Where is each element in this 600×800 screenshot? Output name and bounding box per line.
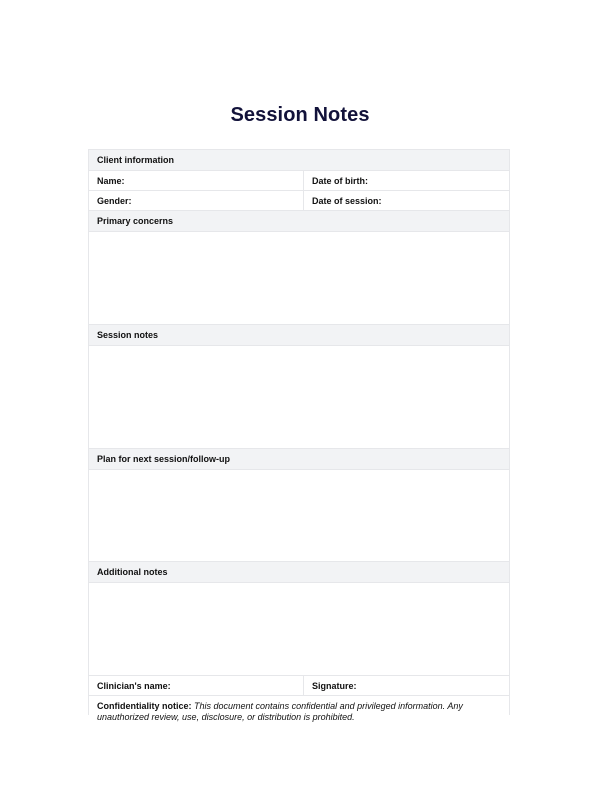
confidentiality-notice	[89, 696, 509, 722]
date-of-session-label: Date of session:	[312, 195, 382, 206]
primary-concerns-area[interactable]	[89, 232, 509, 325]
gender-field[interactable]	[89, 191, 304, 210]
session-notes-label: Session notes	[97, 330, 159, 340]
session-notes-area[interactable]	[89, 346, 509, 449]
date-of-birth-label: Date of birth:	[312, 175, 368, 186]
clinician-signature-row	[89, 676, 509, 696]
additional-notes-header	[89, 562, 509, 583]
plan-header	[89, 449, 509, 470]
plan-area[interactable]	[89, 470, 509, 562]
clinician-name-label: Clinician's name:	[97, 680, 171, 691]
date-of-session-field[interactable]	[304, 191, 509, 210]
additional-notes-area[interactable]	[89, 583, 509, 676]
confidentiality-notice-body: This document contains confidential and privileged information. Any unauthorized review, use, disclosure, or distribution is prohibited.	[97, 701, 463, 722]
clinician-name-field[interactable]	[89, 676, 304, 695]
primary-concerns-header	[89, 211, 509, 232]
date-of-birth-field[interactable]	[304, 171, 509, 190]
client-information-header	[89, 150, 509, 171]
client-information-label: Client information	[97, 155, 174, 165]
session-notes-form	[88, 149, 510, 722]
signature-label: Signature:	[312, 680, 357, 691]
plan-label: Plan for next session/follow-up	[97, 454, 231, 464]
page-title: Session Notes	[230, 104, 370, 126]
primary-concerns-label: Primary concerns	[97, 216, 174, 226]
confidentiality-notice-lead: Confidentiality notice:	[97, 701, 192, 711]
session-notes-header	[89, 325, 509, 346]
gender-session-date-row	[89, 191, 509, 211]
name-dob-row	[89, 171, 509, 191]
signature-field[interactable]	[304, 676, 509, 695]
additional-notes-label: Additional notes	[97, 567, 168, 577]
name-label: Name:	[97, 175, 125, 186]
name-field[interactable]	[89, 171, 304, 190]
gender-label: Gender:	[97, 195, 132, 206]
